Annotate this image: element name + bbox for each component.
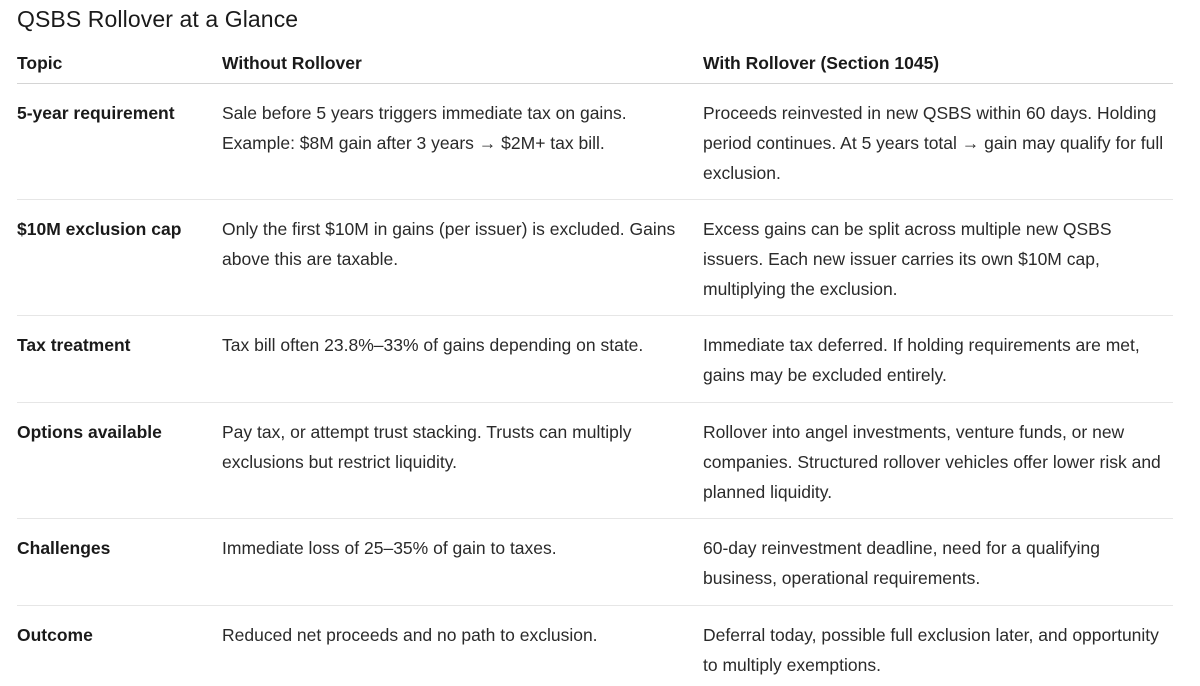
table-row <box>17 606 1173 686</box>
table-row <box>17 84 1173 200</box>
row-topic: 5-year requirement <box>17 103 175 123</box>
row-with-rollover: Immediate tax deferred. If holding requirements are met, gains may be excluded entirely. <box>703 335 1140 385</box>
row-without-rollover: Tax bill often 23.8%–33% of gains depending on state. <box>222 335 644 355</box>
row-without-rollover: Pay tax, or attempt trust stacking. Trusts can multiply exclusions but restrict liquidity. <box>222 422 632 472</box>
page-title: QSBS Rollover at a Glance <box>17 6 299 32</box>
table-row <box>17 316 1173 403</box>
table-header-row <box>17 48 1173 84</box>
row-without-rollover: Reduced net proceeds and no path to exclusion. <box>222 625 598 645</box>
row-with-rollover: Proceeds reinvested in new QSBS within 60 days. Holding period continues. At 5 years total → gain may qualify for full exclusion. <box>703 103 1164 183</box>
row-without-rollover: Only the first $10M in gains (per issuer) is excluded. Gains above this are taxable. <box>222 219 676 269</box>
row-with-rollover: Excess gains can be split across multiple new QSBS issuers. Each new issuer carries its own $10M cap, multiplying the exclusion. <box>703 219 1112 299</box>
row-topic: Outcome <box>17 625 93 645</box>
table-row <box>17 200 1173 316</box>
column-header-with-rollover: With Rollover (Section 1045) <box>703 53 940 73</box>
row-without-rollover: Immediate loss of 25–35% of gain to taxes. <box>222 538 557 558</box>
row-with-rollover: Rollover into angel investments, venture funds, or new companies. Structured rollover vehicles offer lower risk and planned liquidity. <box>703 422 1161 502</box>
column-header-without-rollover: Without Rollover <box>222 53 362 73</box>
column-header-topic: Topic <box>17 53 63 73</box>
table-row <box>17 403 1173 519</box>
row-topic: $10M exclusion cap <box>17 219 182 239</box>
table-row <box>17 519 1173 606</box>
row-with-rollover: 60-day reinvestment deadline, need for a qualifying business, operational requirements. <box>703 538 1100 588</box>
row-topic: Challenges <box>17 538 111 558</box>
comparison-table <box>17 48 1173 686</box>
row-topic: Options available <box>17 422 162 442</box>
row-topic: Tax treatment <box>17 335 131 355</box>
row-with-rollover: Deferral today, possible full exclusion later, and opportunity to multiply exemptions. <box>703 625 1159 675</box>
row-without-rollover: Sale before 5 years triggers immediate tax on gains. Example: $8M gain after 3 years → $2M+ tax bill. <box>222 103 627 153</box>
